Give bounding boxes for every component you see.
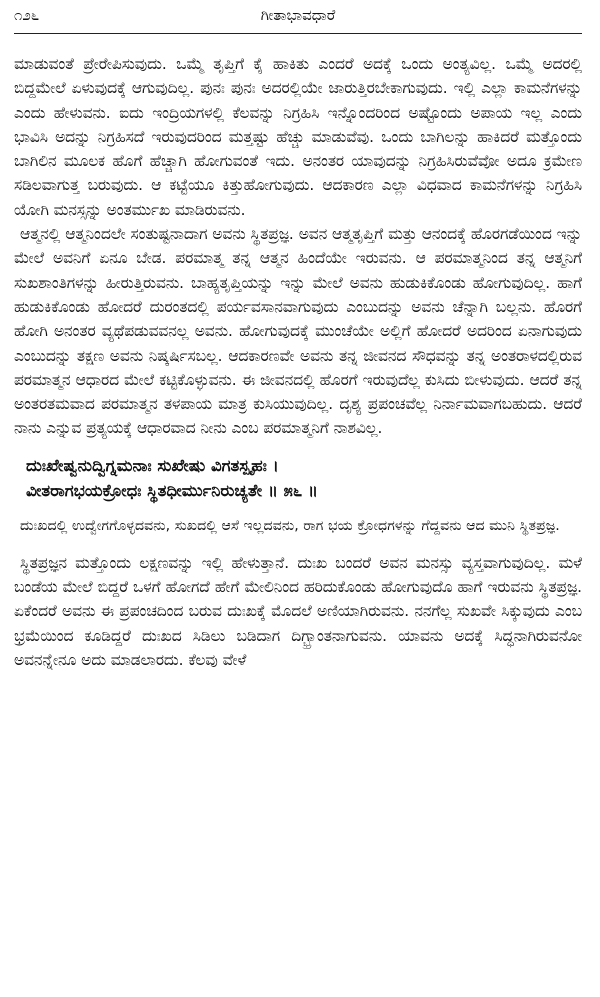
paragraph-2: ಆತ್ಮನಲ್ಲಿ ಆತ್ಮನಿಂದಲೇ ಸಂತುಷ್ಟನಾದಾಗ ಅವನು ಸ್ಥಿತಪ್ರಜ್ಞ. ಅವನ ಆತ್ಮತೃಪ್ತಿಗೆ ಮತ್ತು ಆನಂದಕ್ಕೆ ಹೊರಗಡೆಯಿಂದ ಇನ್ನು ಮೇಲೆ ಅವನಿಗೆ ಏನೂ ಬೇಡ. ಪರಮಾತ್ಮ ತನ್ನ ಆತ್ಮನ ಹಿಂದೆಯೇ ಇರುವನು. ಆ ಪರಮಾತ್ಮನಿಂದ ತನ್ನ ಆತ್ಮನಿಗೆ ಸುಖಶಾಂತಿಗಳನ್ನು ಹೀರುತ್ತಿರುವನು. ಬಾಹ್ಯತೃಪ್ತಿಯನ್ನು ಇನ್ನು ಮೇಲೆ ಅವನು ಹುಡುಕಿಕೊಂಡು ಹೋಗುವುದಿಲ್ಲ. ಹಾಗೆ ಹುಡುಕಿಕೊಂಡು ಹೋದರೆ ದುರಂತದಲ್ಲಿ ಪರ್ಯವಸಾನವಾಗುವುದು ಎಂಬುದನ್ನು ಅವನು ಚೆನ್ನಾಗಿ ಬಲ್ಲನು. ಹೊರಗೆ ಹೋಗಿ ಅನಂತರ ವ್ಯಥೆಪಡುವವನಲ್ಲ ಅವನು. ಹೋಗುವುದಕ್ಕೆ ಮುಂಚೆಯೇ ಅಲ್ಲಿಗೆ ಹೋದರೆ ಅದರಿಂದ ಏನಾಗುವುದು ಎಂಬುದನ್ನು ತಕ್ಷಣ ಅವನು ನಿಷ್ಕರ್ಷಿಸಬಲ್ಲ. ಆದಕಾರಣವೇ ಅವನು ತನ್ನ ಜೀವನದ ಸೌಧವನ್ನು ತನ್ನ ಅಂತರಾಳದಲ್ಲಿರುವ ಪರಮಾತ್ಮನ ಆಧಾರದ ಮೇಲೆ ಕಟ್ಟಿಕೊಳ್ಳುವನು. ಈ ಜೀವನದಲ್ಲಿ ಹೊರಗೆ ಇರುವುದೆಲ್ಲ ಕುಸಿದು ಬೀಳುವುದು. ಆದರೆ ತನ್ನ ಅಂತರತಮವಾದ ಪರಮಾತ್ಮನ ತಳಪಾಯ ಮಾತ್ರ ಕುಸಿಯುವುದಿಲ್ಲ. ದೃಶ್ಯ ಪ್ರಪಂಚವೆಲ್ಲ ನಿರ್ನಾಮವಾಗಬಹುದು. ಆದರೆ ನಾನು ಎನ್ನುವ ಪ್ರತ್ಯಯಕ್ಕೆ ಆಧಾರವಾದ ನೀನು ಎಂಬ ಪರಮಾತ್ಮನಿಗೆ ನಾಶವಿಲ್ಲ. (14, 225, 582, 438)
page-header (14, 0, 582, 34)
paragraph-3: ಸ್ಥಿತಪ್ರಜ್ಞನ ಮತ್ತೊಂದು ಲಕ್ಷಣವನ್ನು ಇಲ್ಲಿ ಹೇಳುತ್ತಾನೆ. ದುಃಖ ಬಂದರೆ ಅವನ ಮನಸ್ಸು ವ್ಯಸ್ತವಾಗುವುದಿಲ್ಲ. ಮಳೆ ಬಂಡೆಯ ಮೇಲೆ ಬಿದ್ದರೆ ಒಳಗೆ ಹೋಗದೆ ಹೇಗೆ ಮೇಲಿನಿಂದ ಹರಿದುಕೊಂಡು ಹೋಗುವುದೊ ಹಾಗೆ ಇರುವನು ಸ್ಥಿತಪ್ರಜ್ಞ. ಏಕೆಂದರೆ ಅವನು ಈ ಪ್ರಪಂಚದಿಂದ ಬರುವ ದುಃಖಕ್ಕೆ ಮೊದಲೆ ಅಣಿಯಾಗಿರುವನು. ನನಗೆಲ್ಲ ಸುಖವೇ ಸಿಕ್ಕುವುದು ಎಂಬ ಭ್ರಮೆಯಿಂದ ಕೂಡಿದ್ದರೆ ದುಃಖದ ಸಿಡಿಲು ಬಡಿದಾಗ ದಿಗ್ಭ್ರಾಂತನಾಗುವನು. ಯಾವನು ಅದಕ್ಕೆ ಸಿದ್ಧನಾಗಿರುವನೋ ಅವನನ್ನೇನೂ ಅದು ಮಾಡಲಾರದು. ಕೆಲವು ವೇಳೆ (14, 553, 582, 669)
sloka-verse (26, 453, 582, 503)
verse-line-2: ವೀತರಾಗಭಯಕ್ರೋಧಃ ಸ್ಥಿತಧೀರ್ಮುನಿರುಚ್ಯತೇ ॥ ೫೬ ॥ (26, 480, 318, 500)
page-number: ೧೨೬ (14, 6, 40, 24)
running-title: ಗೀತಾಭಾವಧಾರೆ (260, 6, 336, 24)
header-rule (14, 33, 582, 34)
verse-meaning: ದುಃಖದಲ್ಲಿ ಉದ್ವೇಗಗೊಳ್ಳದವನು, ಸುಖದಲ್ಲಿ ಆಸೆ ಇಲ್ಲದವನು, ರಾಗ ಭಯ ಕ್ರೋಧಗಳನ್ನು ಗೆದ್ದವನು ಆದ ಮುನಿ ಸ್ಥಿತಪ್ರಜ್ಞ. (20, 517, 560, 534)
paragraph-1: ಮಾಡುವಂತೆ ಪ್ರೇರೇಪಿಸುವುದು. ಒಮ್ಮೆ ತೃಪ್ತಿಗೆ ಕೈ ಹಾಕಿತು ಎಂದರೆ ಅದಕ್ಕೆ ಒಂದು ಅಂತ್ಯವಿಲ್ಲ. ಒಮ್ಮೆ ಅದರಲ್ಲಿ ಬಿದ್ದಮೇಲೆ ಏಳುವುದಕ್ಕೆ ಆಗುವುದಿಲ್ಲ. ಪುನಃ ಪುನಃ ಅದರಲ್ಲಿಯೇ ಜಾರುತ್ತಿರಬೇಕಾಗುವುದು. ಇಲ್ಲಿ ಎಲ್ಲಾ ಕಾಮನೆಗಳನ್ನು ಎಂದು ಹೇಳುವನು. ಐದು ಇಂದ್ರಿಯಗಳಲ್ಲಿ ಕೆಲವನ್ನು ನಿಗ್ರಹಿಸಿ ಇನ್ನೊಂದರಿಂದ ಅಷ್ಟೊಂದು ಅಪಾಯ ಇಲ್ಲ ಎಂದು ಭಾವಿಸಿ ಅದನ್ನು ನಿಗ್ರಹಿಸದೆ ಇರುವುದರಿಂದ ಮತ್ತಷ್ಟು ಹೆಚ್ಚು ಮಾಡುವೆವು. ಒಂದು ಬಾಗಿಲನ್ನು ಹಾಕಿದರೆ ಮತ್ತೊಂದು ಬಾಗಿಲಿನ ಮೂಲಕ ಹೊಗೆ ಹೆಚ್ಚಾಗಿ ಹೋಗುವಂತೆ ಇದು. ಅನಂತರ ಯಾವುದನ್ನು ನಿಗ್ರಹಿಸಿರುವೆವೋ ಅದೂ ಕ್ರಮೇಣ ಸಡಿಲವಾಗುತ್ತ ಬರುವುದು. ಆ ಕಟ್ಟೆಯೂ ಕಿತ್ತುಹೋಗುವುದು. ಆದಕಾರಣ ಎಲ್ಲಾ ವಿಧವಾದ ಕಾಮನೆಗಳನ್ನು ನಿಗ್ರಹಿಸಿ ಯೋಗಿ ಮನಸ್ಸನ್ನು ಅಂತರ್ಮುಖ ಮಾಡಿರುವನು. (14, 55, 582, 219)
verse-line-1: ದುಃಖೇಷ್ವನುದ್ವಿಗ್ನಮನಾಃ ಸುಖೇಷು ವಿಗತಸ್ಪೃಹಃ । (26, 455, 279, 475)
